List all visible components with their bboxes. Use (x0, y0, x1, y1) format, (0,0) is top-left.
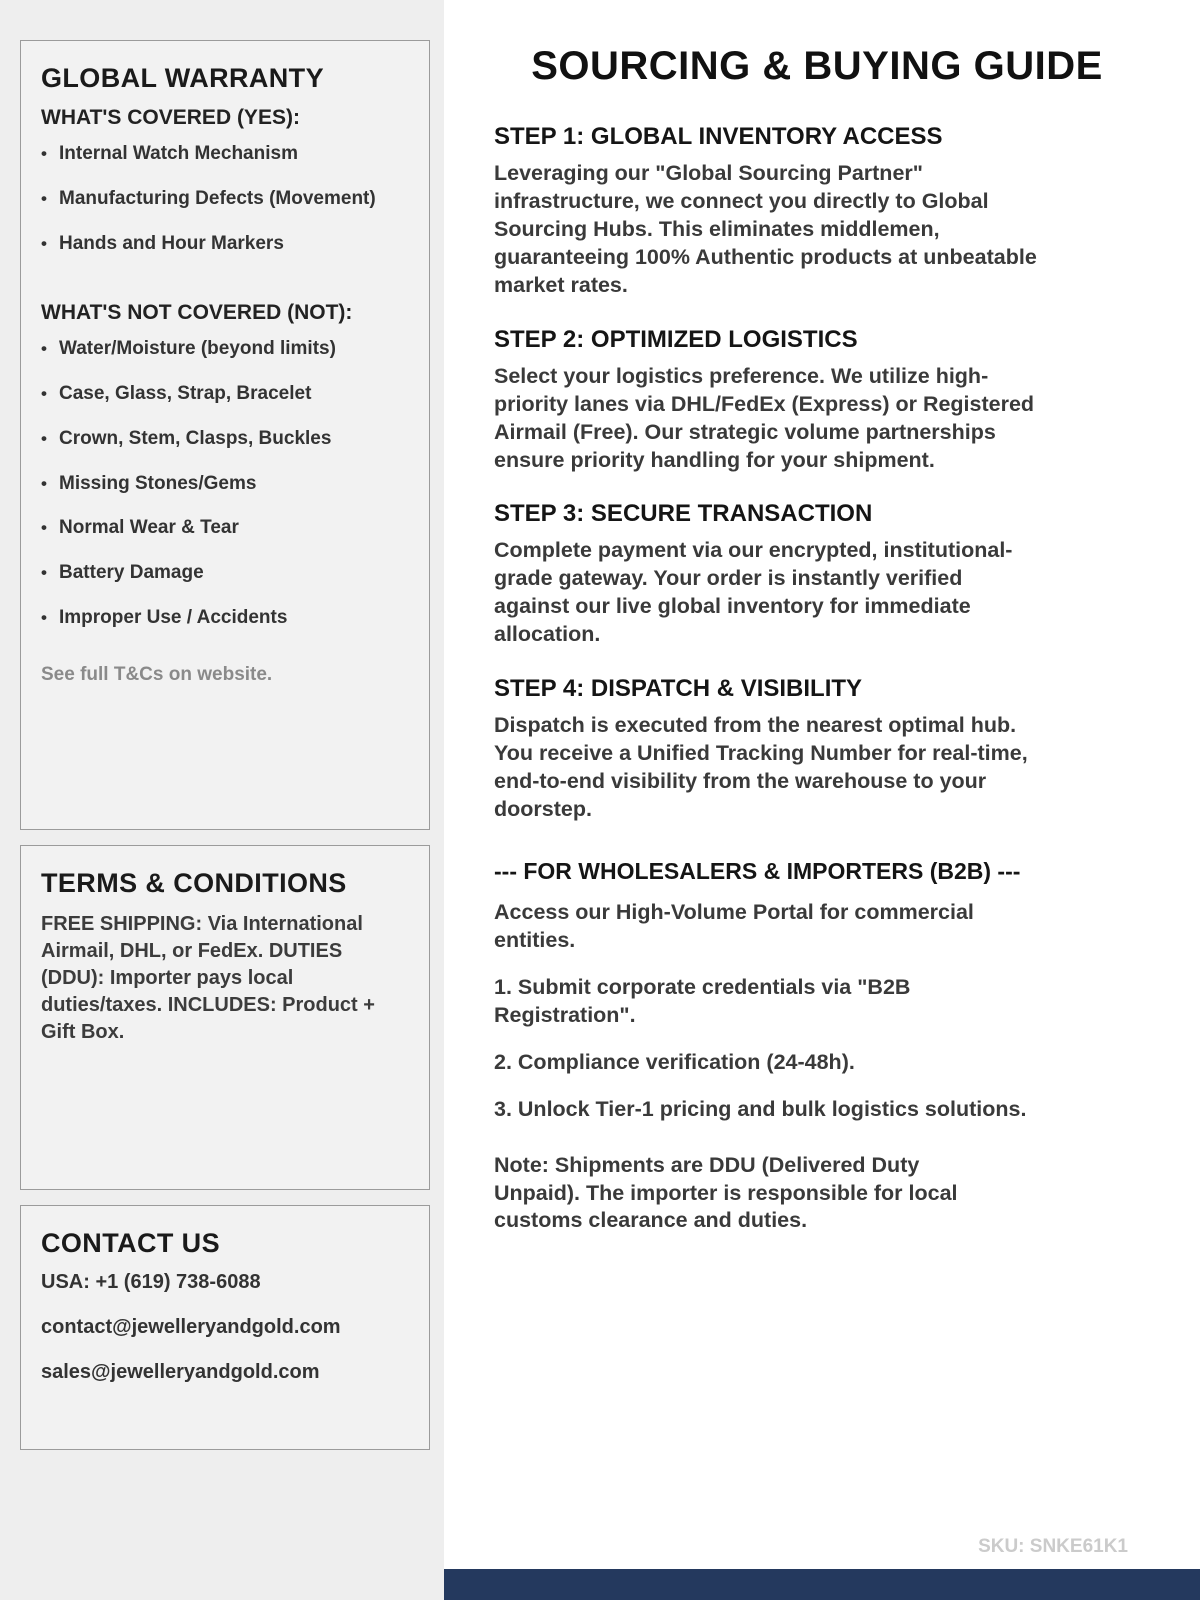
not-covered-item: • Water/Moisture (beyond limits) (41, 337, 409, 361)
contact-title: CONTACT US (41, 1228, 220, 1258)
step-3-heading: STEP 3: SECURE TRANSACTION (494, 500, 873, 528)
covered-item: • Hands and Hour Markers (41, 232, 409, 256)
not-covered-list (41, 337, 409, 629)
step-2-body: Select your logistics preference. We utilize high-priority lanes via DHL/FedEx (Express) or Registered Airmail (Free). Our strategic volume partnerships ensure priority handling for your shipment. (494, 363, 1035, 472)
step-1-body: Leveraging our "Global Sourcing Partner" infrastructure, we connect you directly to Global Sourcing Hubs. This eliminates middlemen, guaranteeing 100% Authentic products at unbeatable market rates. (494, 161, 1037, 297)
not-covered-title: WHAT'S NOT COVERED (NOT): (41, 301, 353, 325)
b2b-note: Note: Shipments are DDU (Delivered Duty Unpaid). The importer is responsible for local customs clearance and duties. (494, 1152, 958, 1233)
covered-list (41, 142, 409, 255)
footer-bar (444, 1569, 1200, 1600)
not-covered-item: • Battery Damage (41, 561, 409, 585)
covered-item: • Internal Watch Mechanism (41, 142, 409, 166)
contact-panel (20, 1205, 430, 1450)
b2b-heading: --- FOR WHOLESALERS & IMPORTERS (B2B) --- (494, 857, 1021, 884)
contact-phone: USA: +1 (619) 738-6088 (41, 1271, 261, 1293)
b2b-section (494, 858, 1140, 1235)
step-4-section (494, 675, 1140, 824)
b2b-step-1: 1. Submit corporate credentials via "B2B Registration". (494, 974, 911, 1027)
warranty-panel (20, 40, 430, 830)
b2b-step-2: 2. Compliance verification (24-48h). (494, 1049, 855, 1074)
sales-email: sales@jewelleryandgold.com (41, 1361, 320, 1383)
warranty-footnote: See full T&Cs on website. (41, 663, 273, 685)
not-covered-item: • Missing Stones/Gems (41, 472, 409, 496)
terms-title: TERMS & CONDITIONS (41, 868, 347, 898)
step-3-section (494, 500, 1140, 649)
sku-label: SKU: SNKE61K1 (978, 1536, 1128, 1557)
not-covered-item: • Case, Glass, Strap, Bracelet (41, 382, 409, 406)
not-covered-item: • Normal Wear & Tear (41, 516, 409, 540)
step-4-body: Dispatch is executed from the nearest optimal hub. You receive a Unified Tracking Number for real-time, end-to-end visibility from the warehouse to your doorstep. (494, 713, 1028, 821)
covered-title: WHAT'S COVERED (YES): (41, 106, 300, 129)
step-4-heading: STEP 4: DISPATCH & VISIBILITY (494, 675, 863, 703)
step-1-heading: STEP 1: GLOBAL INVENTORY ACCESS (494, 123, 943, 150)
contact-email: contact@jewelleryandgold.com (41, 1316, 341, 1338)
step-2-section (494, 326, 1140, 475)
step-3-body: Complete payment via our encrypted, institutional-grade gateway. Your order is instantly verified against our live global inventory for immediate allocation. (494, 538, 1013, 647)
b2b-step-3: 3. Unlock Tier-1 pricing and bulk logistics solutions. (494, 1096, 1027, 1121)
terms-panel (20, 845, 430, 1190)
step-1-section (494, 123, 1140, 300)
page-title: SOURCING & BUYING GUIDE (531, 44, 1103, 88)
not-covered-item: • Crown, Stem, Clasps, Buckles (41, 427, 409, 451)
warranty-title: GLOBAL WARRANTY (41, 63, 324, 93)
b2b-intro: Access our High-Volume Portal for commercial entities. (494, 899, 974, 952)
covered-item: • Manufacturing Defects (Movement) (41, 187, 409, 211)
terms-body: FREE SHIPPING: Via International Airmail, DHL, or FedEx. DUTIES (DDU): Importer pays local duties/taxes. INCLUDES: Product + Gift Box. (41, 913, 375, 1043)
not-covered-item: • Improper Use / Accidents (41, 606, 409, 630)
sidebar (0, 0, 444, 1600)
step-2-heading: STEP 2: OPTIMIZED LOGISTICS (494, 325, 858, 353)
main-content (444, 0, 1200, 1600)
